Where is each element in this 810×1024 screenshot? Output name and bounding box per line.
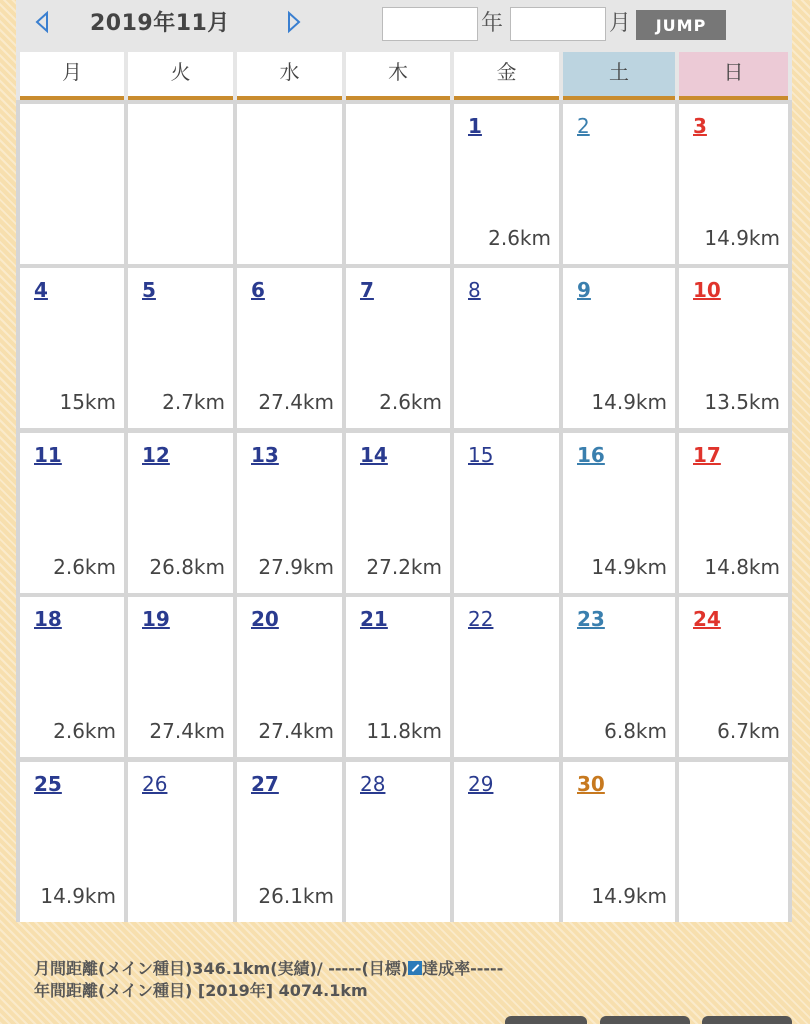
day-cell [237,762,342,922]
edit-icon[interactable] [408,961,422,975]
day-cell [128,433,233,593]
triangle-left-icon [34,10,50,34]
day-distance: 26.8km [149,555,225,579]
monthly-distance: 月間距離(メイン種目)346.1km(実績)/ -----(目標) [34,959,409,978]
footer-button-2[interactable] [600,1016,690,1024]
day-cell [128,597,233,757]
empty-cell [128,104,233,264]
day-cell [20,433,124,593]
day-distance: 26.1km [258,884,334,908]
day-link[interactable]: 16 [577,443,605,467]
day-distance: 6.8km [604,719,667,743]
day-distance: 14.9km [591,555,667,579]
day-distance: 15km [59,390,116,414]
day-link[interactable]: 3 [693,114,707,138]
day-cell [454,433,559,593]
day-distance: 27.4km [258,719,334,743]
year-label: 年 [481,11,504,36]
monthly-distance-line [34,958,503,980]
day-distance: 2.7km [162,390,225,414]
day-distance: 2.6km [488,226,551,250]
day-cell [679,597,788,757]
day-distance: 11.8km [366,719,442,743]
empty-cell [346,104,450,264]
day-link[interactable]: 7 [360,278,374,302]
day-cell [346,268,450,428]
day-link[interactable]: 6 [251,278,265,302]
day-link[interactable]: 4 [34,278,48,302]
day-link[interactable]: 30 [577,772,605,796]
day-link[interactable]: 19 [142,607,170,631]
weekday-6: 土 [563,52,675,100]
day-link[interactable]: 8 [468,278,481,302]
day-cell [346,433,450,593]
day-distance: 14.9km [704,226,780,250]
day-distance: 14.9km [40,884,116,908]
day-distance: 14.9km [591,884,667,908]
day-cell [454,597,559,757]
day-distance: 13.5km [704,390,780,414]
jump-button[interactable]: JUMP [636,10,726,40]
day-distance: 14.9km [591,390,667,414]
day-link[interactable]: 25 [34,772,62,796]
day-cell [237,597,342,757]
day-distance: 27.4km [149,719,225,743]
day-cell [128,268,233,428]
day-cell [346,597,450,757]
day-cell [128,762,233,922]
next-month-button[interactable] [286,10,302,34]
day-distance: 2.6km [379,390,442,414]
calendar-grid [16,100,792,922]
day-distance: 6.7km [717,719,780,743]
day-cell [563,762,675,922]
day-link[interactable]: 28 [360,772,386,796]
weekday-4: 木 [346,52,450,100]
weekday-1: 月 [20,52,124,100]
day-link[interactable]: 21 [360,607,388,631]
day-link[interactable]: 17 [693,443,721,467]
weekday-5: 金 [454,52,559,100]
day-cell [20,268,124,428]
empty-cell [679,762,788,922]
month-input[interactable] [510,7,606,41]
day-link[interactable]: 5 [142,278,156,302]
day-cell [563,104,675,264]
empty-cell [20,104,124,264]
day-cell [563,433,675,593]
achievement-rate: 達成率----- [422,959,504,978]
day-distance: 14.8km [704,555,780,579]
weekday-2: 火 [128,52,233,100]
day-cell [454,268,559,428]
day-cell [563,268,675,428]
footer-button-1[interactable] [505,1016,587,1024]
weekday-7: 日 [679,52,788,100]
day-link[interactable]: 29 [468,772,494,796]
day-link[interactable]: 11 [34,443,62,467]
footer-button-3[interactable] [702,1016,792,1024]
day-cell [346,762,450,922]
day-distance: 2.6km [53,555,116,579]
day-link[interactable]: 2 [577,114,590,138]
day-cell [454,104,559,264]
day-link[interactable]: 18 [34,607,62,631]
day-link[interactable]: 12 [142,443,170,467]
day-cell [20,597,124,757]
month-label: 月 [609,11,632,36]
day-cell [454,762,559,922]
footer-summary [34,958,503,1002]
prev-month-button[interactable] [34,10,50,34]
month-title: 2019年11月 [90,11,230,36]
day-cell [237,433,342,593]
day-link[interactable]: 13 [251,443,279,467]
day-link[interactable]: 9 [577,278,591,302]
weekday-header [16,46,792,100]
day-cell [20,762,124,922]
day-distance: 2.6km [53,719,116,743]
day-distance: 27.4km [258,390,334,414]
day-link[interactable]: 1 [468,114,482,138]
day-link[interactable]: 14 [360,443,388,467]
triangle-right-icon [286,10,302,34]
day-link[interactable]: 10 [693,278,721,302]
day-cell [679,268,788,428]
day-cell [679,104,788,264]
day-cell [237,268,342,428]
day-cell [563,597,675,757]
empty-cell [237,104,342,264]
day-link[interactable]: 22 [468,607,494,631]
day-link[interactable]: 26 [142,772,168,796]
day-link[interactable]: 24 [693,607,721,631]
day-distance: 27.9km [258,555,334,579]
day-link[interactable]: 20 [251,607,279,631]
year-input[interactable] [382,7,478,41]
day-link[interactable]: 23 [577,607,605,631]
day-cell [679,433,788,593]
day-distance: 27.2km [366,555,442,579]
day-link[interactable]: 27 [251,772,279,796]
day-link[interactable]: 15 [468,443,494,467]
weekday-3: 水 [237,52,342,100]
yearly-distance: 年間距離(メイン種目) [2019年] 4074.1km [34,981,368,1000]
